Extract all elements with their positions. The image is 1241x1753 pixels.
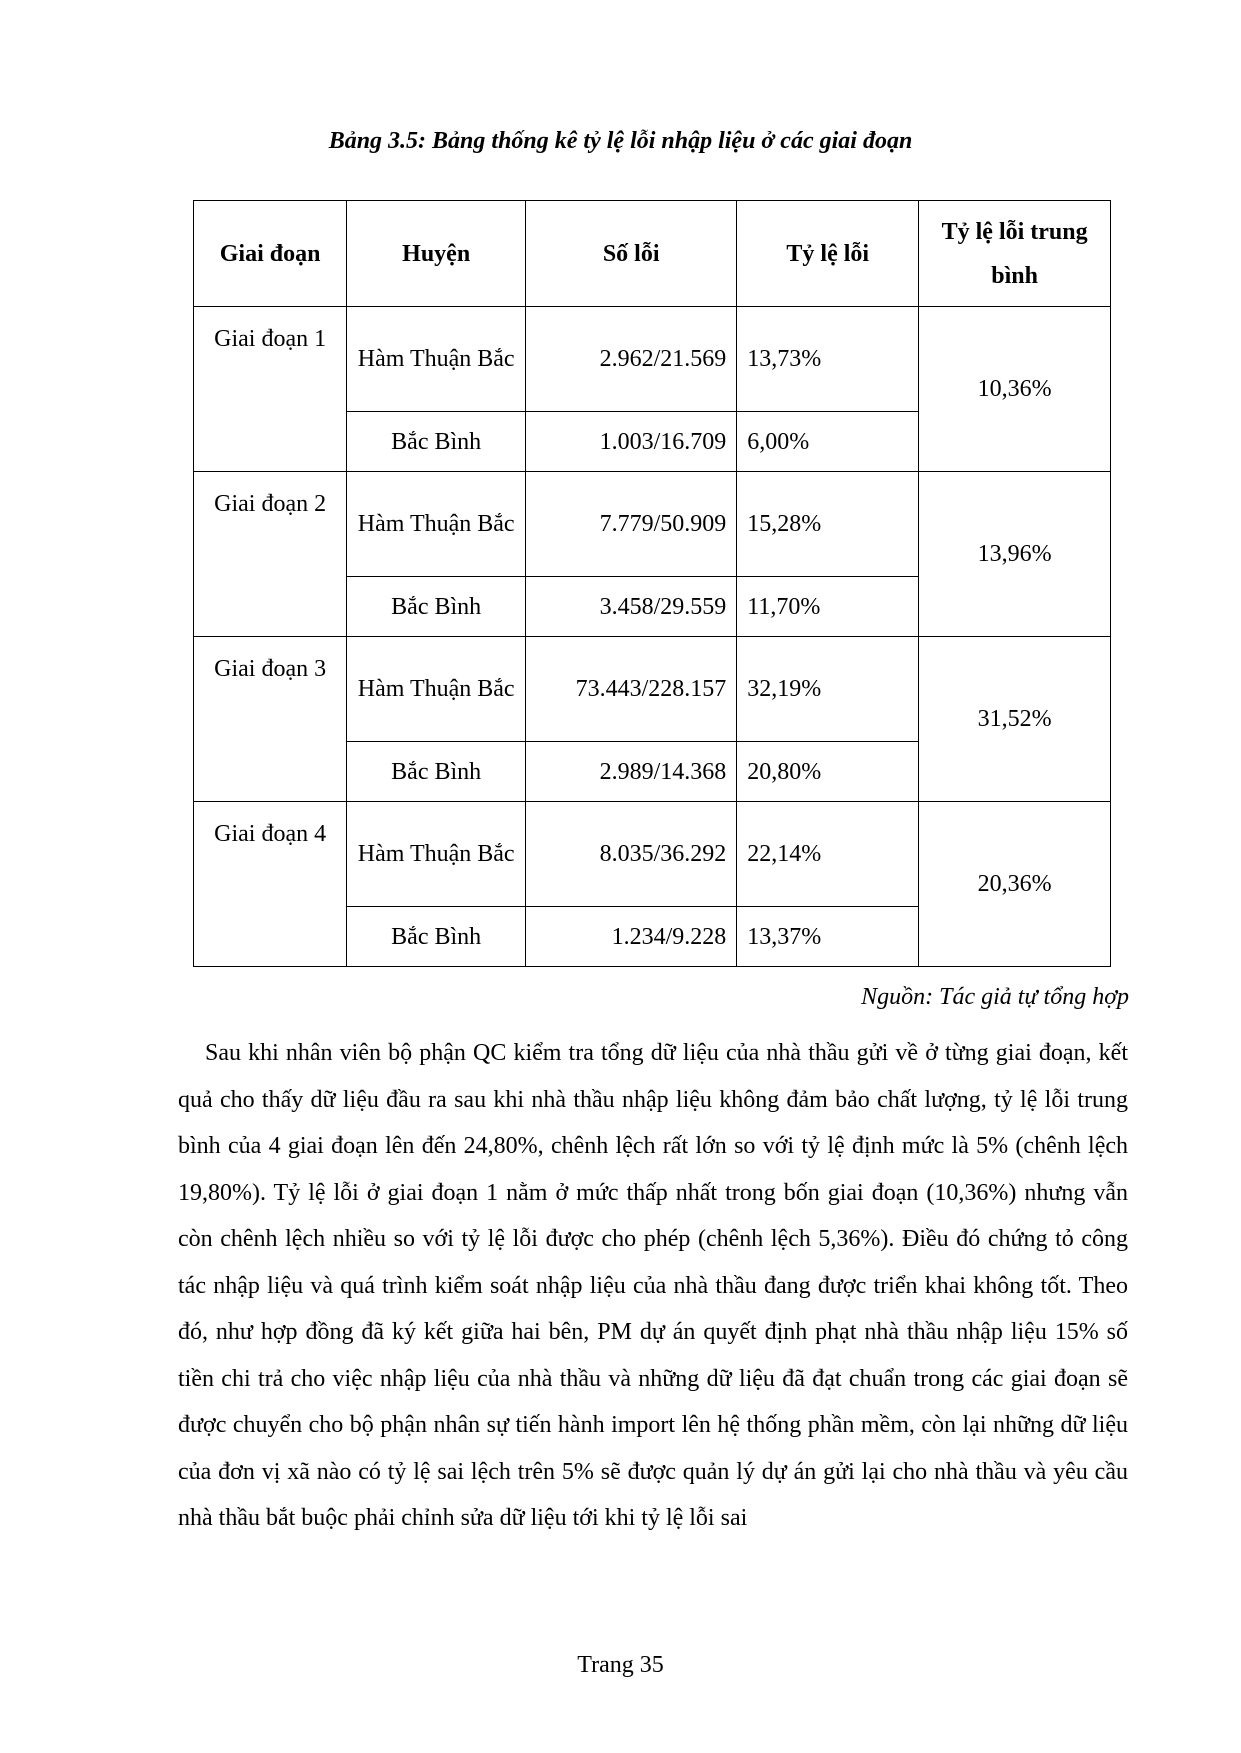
district-cell: Hàm Thuận Bắc	[347, 802, 526, 907]
district-cell: Hàm Thuận Bắc	[347, 472, 526, 577]
district-cell: Hàm Thuận Bắc	[347, 307, 526, 412]
table-source-note: Nguồn: Tác giả tự tổng hợp	[861, 984, 1129, 1010]
table-row	[194, 802, 1111, 907]
rate-cell: 6,00%	[737, 412, 919, 472]
district-cell: Bắc Bình	[347, 742, 526, 802]
rate-cell: 20,80%	[737, 742, 919, 802]
stage-cell: Giai đoạn 3	[194, 637, 347, 802]
rate-cell: 15,28%	[737, 472, 919, 577]
district-cell: Bắc Bình	[347, 907, 526, 967]
body-paragraph: Sau khi nhân viên bộ phận QC kiểm tra tổng dữ liệu của nhà thầu gửi về ở từng giai đoạn, kết quả cho thấy dữ liệu đầu ra sau khi nhà thầu nhập liệu không đảm bảo chất lượng, tỷ lệ lỗi trung bình của 4 giai đoạn lên đến 24,80%, chênh lệch rất lớn so với tỷ lệ định mức là 5% (chênh lệch 19,80%). Tỷ lệ lỗi ở giai đoạn 1 nằm ở mức thấp nhất trong bốn giai đoạn (10,36%) nhưng vẫn còn chênh lệch nhiều so với tỷ lệ lỗi được cho phép (chênh lệch 5,36%). Điều đó chứng tỏ công tác nhập liệu và quá trình kiểm soát nhập liệu của nhà thầu đang được triển khai không tốt. Theo đó, như hợp đồng đã ký kết giữa hai bên, PM dự án quyết định phạt nhà thầu nhập liệu 15% số tiền chi trả cho việc nhập liệu của nhà thầu và những dữ liệu đã đạt chuẩn trong các giai đoạn sẽ được chuyển cho bộ phận nhân sự tiến hành import lên hệ thống phần mềm, còn lại những dữ liệu của đơn vị xã nào có tỷ lệ sai lệch trên 5% sẽ được quản lý dự án gửi lại cho nhà thầu và yêu cầu nhà thầu bắt buộc phải chỉnh sửa dữ liệu tới khi tỷ lệ lỗi sai	[178, 1040, 1128, 1531]
stage-cell: Giai đoạn 2	[194, 472, 347, 637]
average-cell: 10,36%	[919, 307, 1111, 472]
stage-cell: Giai đoạn 4	[194, 802, 347, 967]
header-errors: Số lỗi	[526, 201, 737, 307]
error-rate-table	[193, 200, 1111, 967]
rate-cell: 32,19%	[737, 637, 919, 742]
table-row	[194, 637, 1111, 742]
table-caption: Bảng 3.5: Bảng thống kê tỷ lệ lỗi nhập liệu ở các giai đoạn	[328, 128, 913, 154]
table-row	[194, 307, 1111, 412]
table-header-row	[194, 201, 1111, 307]
errors-cell: 73.443/228.157	[526, 637, 737, 742]
errors-cell: 3.458/29.559	[526, 577, 737, 637]
rate-cell: 13,73%	[737, 307, 919, 412]
rate-cell: 22,14%	[737, 802, 919, 907]
district-cell: Bắc Bình	[347, 577, 526, 637]
district-cell: Hàm Thuận Bắc	[347, 637, 526, 742]
district-cell: Bắc Bình	[347, 412, 526, 472]
page-number: Trang 35	[577, 1652, 664, 1678]
errors-cell: 2.989/14.368	[526, 742, 737, 802]
table-row	[194, 472, 1111, 577]
errors-cell: 8.035/36.292	[526, 802, 737, 907]
header-district: Huyện	[347, 201, 526, 307]
rate-cell: 11,70%	[737, 577, 919, 637]
rate-cell: 13,37%	[737, 907, 919, 967]
errors-cell: 1.234/9.228	[526, 907, 737, 967]
average-cell: 20,36%	[919, 802, 1111, 967]
errors-cell: 7.779/50.909	[526, 472, 737, 577]
average-cell: 31,52%	[919, 637, 1111, 802]
errors-cell: 2.962/21.569	[526, 307, 737, 412]
header-rate: Tỷ lệ lỗi	[737, 201, 919, 307]
header-average: Tỷ lệ lỗi trung bình	[919, 201, 1111, 307]
stage-cell: Giai đoạn 1	[194, 307, 347, 472]
average-cell: 13,96%	[919, 472, 1111, 637]
errors-cell: 1.003/16.709	[526, 412, 737, 472]
header-stage: Giai đoạn	[194, 201, 347, 307]
